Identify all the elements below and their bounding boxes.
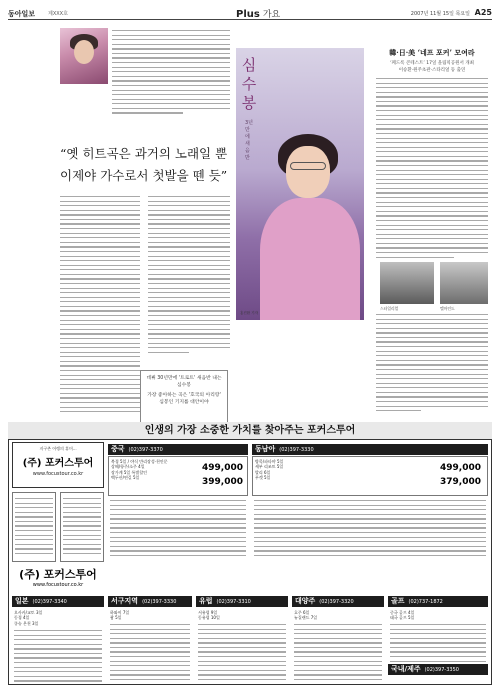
region-name: 서구지역 <box>111 597 139 605</box>
tour-line: 태국 골프 5일 <box>390 615 415 621</box>
west-tours <box>110 610 190 621</box>
ad-banner: 인생의 가장 소중한 가치를 찾아주는 포커스투어 <box>8 422 492 440</box>
main-photo <box>236 48 364 320</box>
photo-title: 심수봉 <box>241 56 257 112</box>
region-header-oceania <box>292 596 384 607</box>
europe-tours <box>198 610 286 621</box>
tour-line: 푸켓 5일 <box>255 474 271 480</box>
tour-price: 499,000 <box>202 463 243 473</box>
page-number: A25 <box>474 8 492 17</box>
headline-line-2: 이제야 가수로서 첫발을 뗀 듯” <box>60 168 228 183</box>
portrait-photo <box>60 28 108 84</box>
sidebar-sub-2: 이승환·원주초관·스타리얼 등 출연 <box>398 68 466 73</box>
brand-url-2: www.focustour.co.kr <box>32 582 84 588</box>
region-name: 유럽 <box>199 597 213 605</box>
sidebar-photo-band <box>440 262 488 304</box>
region-phone: (02)397-3310 <box>216 599 251 605</box>
sidebar-caption-2: 엘마인드 <box>440 306 455 311</box>
brand-box-2 <box>12 566 104 594</box>
tour-line: 동유럽 10일 <box>198 615 220 621</box>
sidebar-text-bottom <box>376 314 488 415</box>
tour-price: 379,000 <box>440 477 481 487</box>
southeast-asia-more-text <box>254 500 486 560</box>
article-column-2 <box>148 196 230 356</box>
region-phone: (02)397-3370 <box>128 447 163 453</box>
section-sub: 가요 <box>262 10 281 20</box>
region-header-domestic <box>388 664 488 675</box>
tour-line: 호주 6일 <box>294 610 310 615</box>
region-name: 대양주 <box>295 597 316 605</box>
singer-face <box>286 146 330 198</box>
photo-subtitle: 3년만에 새음반 <box>245 120 254 161</box>
europe-more-text <box>198 624 286 684</box>
oceania-more-text <box>294 624 382 684</box>
article-headline <box>60 143 230 187</box>
tour-price: 399,000 <box>202 477 243 487</box>
tour-line: 중국 골프 4일 <box>390 610 415 615</box>
issue-number: 제XXX호 <box>48 11 68 17</box>
tour-line: 오사카/교토 3일 <box>14 610 43 615</box>
pull-quote-line-1: 데뷔 30년만에 '트로트' 새음반 내는 <box>146 376 222 381</box>
region-phone: (02)397-3350 <box>424 667 459 673</box>
page-header <box>8 6 492 20</box>
promo-cell-2-text <box>63 498 101 558</box>
sidebar-subheads <box>374 60 490 74</box>
china-tours <box>108 456 248 496</box>
tour-line: 세부 리조트 5일 <box>255 464 284 470</box>
tour-line: 방콕/파타야 5일 <box>255 459 284 464</box>
photo-credit: 홍진환 기자 <box>240 311 259 315</box>
brand-box <box>12 442 104 488</box>
tour-line: 발리 6일 <box>255 469 271 475</box>
region-header-china <box>108 444 248 455</box>
region-header-japan <box>12 596 104 607</box>
sidebar-photo-artist <box>380 262 434 304</box>
intro-text-block <box>112 30 230 117</box>
pull-quote-line-3: 가장 좋아하는 곡은 '호국의 아리랑' <box>147 393 221 398</box>
tour-line: 서유럽 9일 <box>198 610 218 615</box>
publication-date: 2007년 11월 15일 목요일 <box>410 11 470 17</box>
region-phone: (02)397-3330 <box>279 447 314 453</box>
newspaper-name: 동아일보 <box>8 10 36 18</box>
china-more-text <box>110 500 246 560</box>
region-name: 동남아 <box>255 445 276 453</box>
tour-line: 백두산/연길 5일 <box>111 474 140 480</box>
region-name: 중국 <box>111 445 125 453</box>
tour-line: 하와이 7일 <box>110 610 130 615</box>
article-column-1 <box>60 196 140 416</box>
sidebar-caption-1: 스타일리얼 <box>380 306 399 311</box>
region-phone: (02)737-1872 <box>408 599 443 605</box>
tour-line: 동경 4일 <box>14 615 30 621</box>
region-header-west <box>108 596 192 607</box>
brand-tagline: 지구촌 어렝의 휴머... <box>39 446 77 451</box>
japan-more-text <box>14 630 102 685</box>
promo-cell-1-text <box>15 498 53 558</box>
sidebar-headline: 韓·日·美 ‘네프 포커’ 모여라 <box>389 48 475 57</box>
singer-body <box>260 198 360 320</box>
region-phone: (02)397-3320 <box>319 599 354 605</box>
brand-url: www.focustour.co.kr <box>32 471 84 477</box>
west-more-text <box>110 624 190 684</box>
southeast-asia-tours <box>252 456 488 496</box>
tour-line: 상해/항주/소주 4일 <box>111 464 145 470</box>
tour-line: 장가계 5일 특별할인 <box>111 469 147 475</box>
region-header-southeast-asia <box>252 444 488 455</box>
pull-quote-line-2: 심수봉 <box>177 383 191 388</box>
region-header-europe <box>196 596 288 607</box>
tour-line: 괌 5일 <box>110 615 122 621</box>
pull-quote-line-4: 심봉인 기지를 대안이야 <box>159 400 209 405</box>
oceania-tours <box>294 610 382 621</box>
section-title <box>236 7 280 20</box>
tour-line: 북경 5일 / 야식 만리장성·천안문 <box>111 459 168 464</box>
pull-quote-box <box>140 370 228 430</box>
region-header-golf <box>388 596 488 607</box>
portrait-face <box>74 40 94 64</box>
singer-glasses <box>290 162 326 170</box>
tour-price: 499,000 <box>440 463 481 473</box>
golf-tours <box>390 610 486 621</box>
region-name: 골프 <box>391 597 405 605</box>
region-phone: (02)397-3330 <box>142 599 177 605</box>
section-label: Plus <box>236 9 260 20</box>
tour-line: 큐슈 온천 3일 <box>14 620 39 626</box>
region-name: 국내/제주 <box>391 665 421 673</box>
sidebar-text-top <box>376 78 488 261</box>
tour-line: 뉴질랜드 7일 <box>294 615 318 621</box>
japan-tours <box>14 610 102 626</box>
sidebar-sub-1: ‘페드록 콘테스트’ 17일 올림픽공원서 개최 <box>390 61 474 66</box>
region-name: 일본 <box>15 597 29 605</box>
brand-logo-2: (주) 포커스투어 <box>19 568 97 581</box>
headline-line-1: “옛 히트곡은 과거의 노래일 뿐 <box>60 146 228 161</box>
brand-logo: (주) 포커스투어 <box>22 458 94 469</box>
region-phone: (02)397-3340 <box>32 599 67 605</box>
golf-more-text <box>390 624 486 665</box>
